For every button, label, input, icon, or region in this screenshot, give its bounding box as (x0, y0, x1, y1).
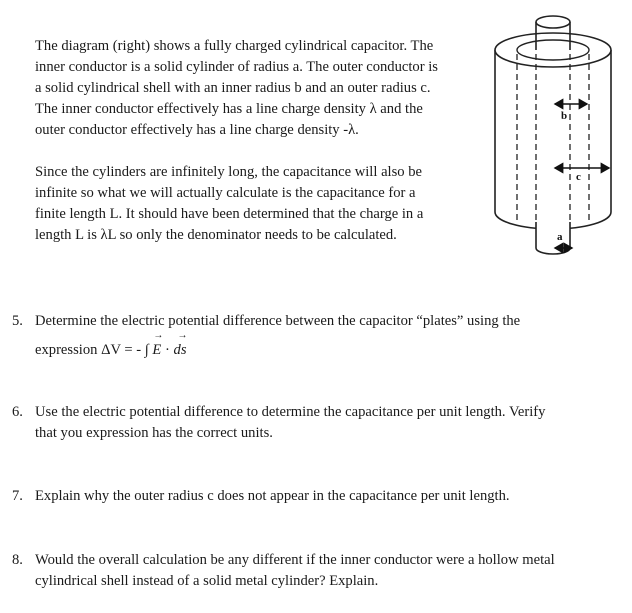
inner-rod-top-cap (536, 16, 570, 28)
question-text: cylindrical shell instead of a solid metal cylinder? Explain. (35, 573, 379, 589)
question-8 (12, 550, 612, 592)
outer-shell-body (495, 50, 611, 229)
intro-line: The inner conductor effectively has a line charge density λ and the (35, 101, 423, 117)
question-6 (12, 402, 612, 444)
label-c: c (576, 171, 581, 183)
question-5 (12, 311, 612, 361)
intro-line: length L is λL so only the denominator needs to be calculated. (35, 227, 397, 243)
cylindrical-capacitor-diagram (492, 8, 614, 262)
question-number: 7. (12, 488, 23, 504)
intro-text (35, 36, 485, 246)
potential-expression (35, 330, 188, 361)
label-a: a (557, 231, 563, 243)
intro-paragraph-2 (35, 162, 485, 246)
question-text: that you expression has the correct units. (35, 425, 273, 441)
intro-line: The diagram (right) shows a fully charged cylindrical capacitor. The (35, 38, 434, 54)
question-text: Would the overall calculation be any different if the inner conductor were a hollow metal (35, 552, 555, 568)
question-7 (12, 486, 612, 507)
vector-e: → E (152, 330, 164, 358)
inner-rod-bottom (536, 222, 570, 254)
intro-line: a solid cylindrical shell with an inner radius b and an outer radius c. (35, 80, 431, 96)
intro-line: finite length L. It should have been determined that the charge in a (35, 206, 424, 222)
intro-paragraph-1 (35, 36, 485, 141)
question-text: Determine the electric potential difference between the capacitor “plates” using the (35, 313, 521, 329)
intro-line: inner conductor is a solid cylinder of radius a. The outer conductor is (35, 59, 438, 75)
question-number: 6. (12, 404, 23, 420)
question-text: Use the electric potential difference to determine the capacitance per unit length. Verify (35, 404, 546, 420)
intro-line: infinite so what we will actually calculate is the capacitance for a (35, 185, 416, 201)
question-number: 5. (12, 313, 23, 329)
label-b: b (561, 110, 568, 122)
intro-line: outer conductor effectively has a line charge density -λ. (35, 122, 359, 138)
vector-ds: → ds (173, 330, 188, 358)
expression-prefix: expression ΔV = - ∫ (35, 342, 149, 358)
outer-shell-bore (517, 40, 589, 60)
dot-operator: · (165, 342, 170, 358)
question-number: 8. (12, 552, 23, 568)
question-text: Explain why the outer radius c does not appear in the capacitance per unit length. (35, 488, 510, 504)
intro-line: Since the cylinders are infinitely long, the capacitance will also be (35, 164, 422, 180)
